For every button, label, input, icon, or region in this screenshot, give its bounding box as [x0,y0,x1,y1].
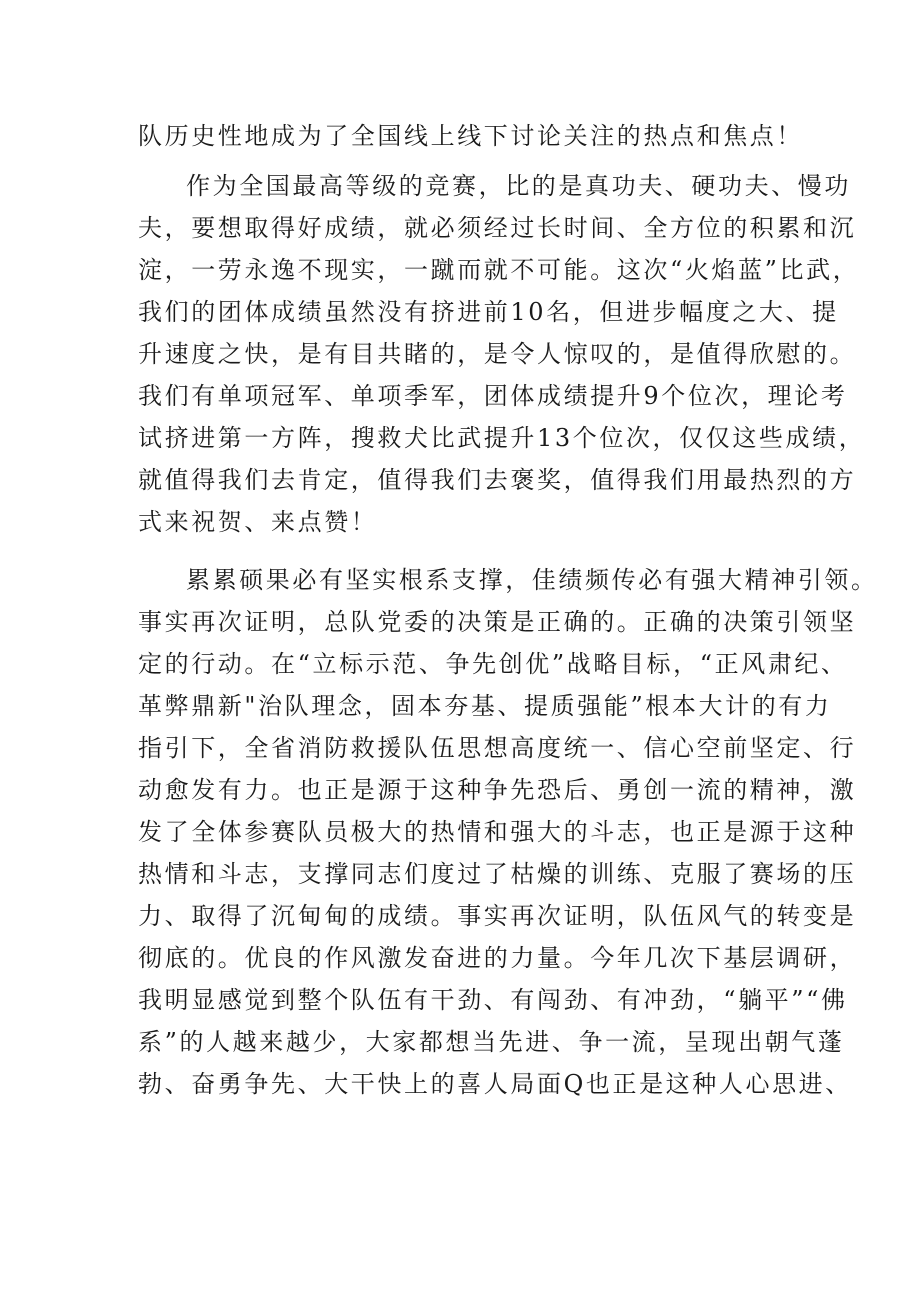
text-line-5: 我们的团体成绩虽然没有挤进前10名，但进步幅度之大、提 [138,298,839,326]
text-line-1: 队历史性地成为了全国线上线下讨论关注的热点和焦点！ [138,122,803,150]
text-line-8: 试挤进第一方阵，搜救犬比武提升13个位次，仅仅这些成绩， [138,424,866,452]
text-line-2: 作为全国最高等级的竞赛，比的是真功夫、硬功夫、慢功 [186,172,851,200]
text-line-18: 热情和斗志，支撑同志们度过了枯燥的训练、克服了赛场的压 [138,860,857,888]
text-line-12: 事实再次证明，总队党委的决策是正确的。正确的决策引领坚 [138,608,857,636]
text-line-11: 累累硕果必有坚实根系支撑，佳绩频传必有强大精神引领。 [186,566,878,594]
text-line-4: 淀，一劳永逸不现实，一蹴而就不可能。这次“火焰蓝”比武， [138,256,860,284]
text-line-14: 革弊鼎新"治队理念，固本夯基、提质强能”根本大计的有力 [138,692,832,720]
text-line-9: 就值得我们去肯定，值得我们去褒奖，值得我们用最热烈的方 [138,466,857,494]
text-line-22: 系”的人越来越少，大家都想当先进、争一流，呈现出朝气蓬 [138,1028,845,1056]
text-line-7: 我们有单项冠军、单项季军，团体成绩提升9个位次，理论考 [138,382,848,410]
text-line-20: 彻底的。优良的作风激发奋进的力量。今年几次下基层调研， [138,944,857,972]
text-line-13: 定的行动。在“立标示范、争先创优”战略目标，“正风肃纪、 [138,650,848,678]
text-line-23: 勃、奋勇争先、大干快上的喜人局面Q也正是这种人心思进、 [138,1070,852,1098]
text-line-3: 夫，要想取得好成绩，就必须经过长时间、全方位的积累和沉 [138,214,857,242]
text-line-10: 式来祝贺、来点赞！ [138,508,378,536]
text-line-19: 力、取得了沉甸甸的成绩。事实再次证明，队伍风气的转变是 [138,902,857,930]
text-line-17: 发了全体参赛队员极大的热情和强大的斗志，也正是源于这种 [138,818,857,846]
text-line-16: 动愈发有力。也正是源于这种争先恐后、勇创一流的精神，激 [138,776,857,804]
text-line-6: 升速度之快，是有目共睹的，是令人惊叹的，是值得欣慰的。 [138,340,857,368]
text-line-15: 指引下，全省消防救援队伍思想高度统一、信心空前坚定、行 [138,734,857,762]
text-line-21: 我明显感觉到整个队伍有干劲、有闯劲、有冲劲，“躺平”“佛 [138,986,848,1014]
